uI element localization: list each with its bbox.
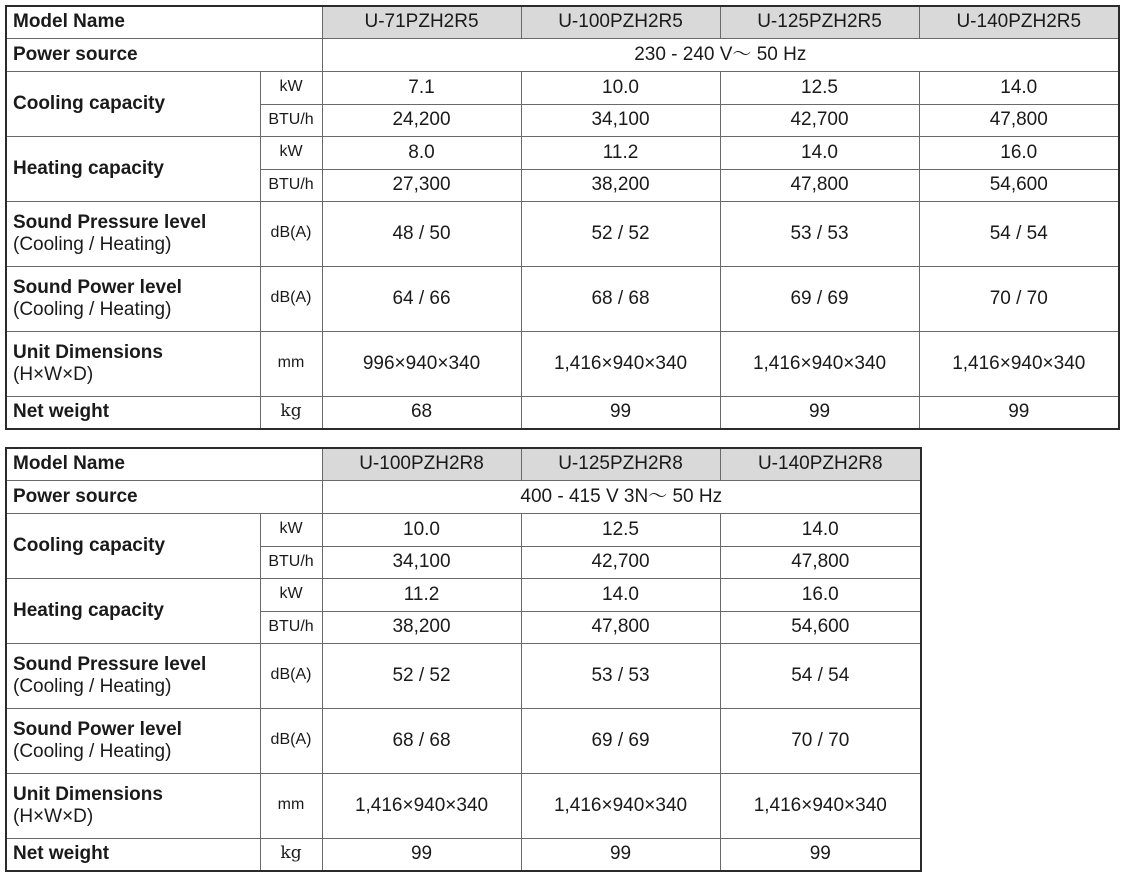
heating-btu-cell: 54,600 bbox=[919, 169, 1119, 201]
label-sound-pressure bbox=[6, 643, 260, 708]
heating-kw-cell: 14.0 bbox=[521, 578, 720, 611]
row-power-source bbox=[6, 38, 1119, 71]
unit-dba: dB(A) bbox=[260, 201, 322, 266]
unit-kg: kg bbox=[260, 838, 322, 871]
label-sound-power-sub: (Cooling / Heating) bbox=[13, 298, 172, 320]
net-weight-cell: 99 bbox=[521, 396, 720, 429]
row-net-weight bbox=[6, 838, 921, 871]
sound-pressure-cell: 48 / 50 bbox=[322, 201, 521, 266]
sound-power-cell: 69 / 69 bbox=[720, 266, 919, 331]
unit-kg: kg bbox=[260, 396, 322, 429]
model-cell: U-100PZH2R5 bbox=[521, 6, 720, 38]
model-cell: U-71PZH2R5 bbox=[322, 6, 521, 38]
cooling-btu-cell: 34,100 bbox=[322, 546, 521, 578]
model-cell: U-125PZH2R8 bbox=[521, 448, 720, 480]
label-sound-power-main: Sound Power level bbox=[13, 718, 182, 740]
cooling-kw-cell: 12.5 bbox=[521, 513, 720, 546]
label-sound-power bbox=[6, 266, 260, 331]
label-sound-pressure bbox=[6, 201, 260, 266]
label-power-source: Power source bbox=[6, 38, 322, 71]
unit-mm: mm bbox=[260, 773, 322, 838]
heating-kw-cell: 8.0 bbox=[322, 136, 521, 169]
model-cell: U-125PZH2R5 bbox=[720, 6, 919, 38]
sound-pressure-cell: 52 / 52 bbox=[322, 643, 521, 708]
label-model-name: Model Name bbox=[6, 6, 322, 38]
unit-btu: BTU/h bbox=[260, 104, 322, 136]
row-sound-power bbox=[6, 266, 1119, 331]
cooling-kw-cell: 10.0 bbox=[322, 513, 521, 546]
row-sound-power bbox=[6, 708, 921, 773]
cooling-kw-cell: 10.0 bbox=[521, 71, 720, 104]
heating-kw-cell: 16.0 bbox=[919, 136, 1119, 169]
label-model-name: Model Name bbox=[6, 448, 322, 480]
cooling-btu-cell: 34,100 bbox=[521, 104, 720, 136]
row-model-name bbox=[6, 6, 1119, 38]
sound-power-cell: 70 / 70 bbox=[919, 266, 1119, 331]
label-heating-capacity: Heating capacity bbox=[6, 136, 260, 201]
row-sound-pressure bbox=[6, 201, 1119, 266]
label-cooling-capacity: Cooling capacity bbox=[6, 71, 260, 136]
label-cooling-capacity: Cooling capacity bbox=[6, 513, 260, 578]
sound-pressure-cell: 52 / 52 bbox=[521, 201, 720, 266]
label-sound-pressure-main: Sound Pressure level bbox=[13, 211, 207, 233]
row-heating-kw bbox=[6, 578, 921, 611]
label-unit-dimensions-main: Unit Dimensions bbox=[13, 341, 163, 363]
sound-pressure-cell: 53 / 53 bbox=[720, 201, 919, 266]
label-sound-pressure-main: Sound Pressure level bbox=[13, 653, 207, 675]
row-net-weight bbox=[6, 396, 1119, 429]
unit-kw: kW bbox=[260, 71, 322, 104]
dimensions-cell: 1,416×940×340 bbox=[720, 773, 921, 838]
row-cooling-kw bbox=[6, 71, 1119, 104]
label-unit-dimensions bbox=[6, 331, 260, 396]
dimensions-cell: 1,416×940×340 bbox=[720, 331, 919, 396]
unit-btu: BTU/h bbox=[260, 611, 322, 643]
heating-btu-cell: 27,300 bbox=[322, 169, 521, 201]
label-net-weight: Net weight bbox=[6, 396, 260, 429]
model-cell: U-140PZH2R5 bbox=[919, 6, 1119, 38]
dimensions-cell: 1,416×940×340 bbox=[521, 331, 720, 396]
cooling-btu-cell: 47,800 bbox=[919, 104, 1119, 136]
row-power-source bbox=[6, 480, 921, 513]
label-sound-pressure-sub: (Cooling / Heating) bbox=[13, 233, 172, 255]
heating-btu-cell: 47,800 bbox=[720, 169, 919, 201]
label-sound-power-main: Sound Power level bbox=[13, 276, 182, 298]
label-unit-dimensions-main: Unit Dimensions bbox=[13, 783, 163, 805]
cooling-kw-cell: 12.5 bbox=[720, 71, 919, 104]
cooling-kw-cell: 7.1 bbox=[322, 71, 521, 104]
dimensions-cell: 996×940×340 bbox=[322, 331, 521, 396]
sound-power-cell: 68 / 68 bbox=[322, 708, 521, 773]
cooling-kw-cell: 14.0 bbox=[720, 513, 921, 546]
dimensions-cell: 1,416×940×340 bbox=[919, 331, 1119, 396]
heating-kw-cell: 11.2 bbox=[521, 136, 720, 169]
row-heating-kw bbox=[6, 136, 1119, 169]
dimensions-cell: 1,416×940×340 bbox=[322, 773, 521, 838]
label-net-weight: Net weight bbox=[6, 838, 260, 871]
label-heating-capacity: Heating capacity bbox=[6, 578, 260, 643]
spec-table-single-phase bbox=[5, 5, 1120, 430]
unit-btu: BTU/h bbox=[260, 169, 322, 201]
label-sound-power-sub: (Cooling / Heating) bbox=[13, 740, 172, 762]
sound-power-cell: 68 / 68 bbox=[521, 266, 720, 331]
unit-kw: kW bbox=[260, 136, 322, 169]
label-unit-dimensions-sub: (H×W×D) bbox=[13, 805, 94, 827]
row-unit-dimensions bbox=[6, 773, 921, 838]
label-unit-dimensions-sub: (H×W×D) bbox=[13, 363, 94, 385]
row-unit-dimensions bbox=[6, 331, 1119, 396]
row-cooling-kw bbox=[6, 513, 921, 546]
unit-dba: dB(A) bbox=[260, 708, 322, 773]
cooling-btu-cell: 42,700 bbox=[521, 546, 720, 578]
row-sound-pressure bbox=[6, 643, 921, 708]
net-weight-cell: 68 bbox=[322, 396, 521, 429]
cooling-btu-cell: 47,800 bbox=[720, 546, 921, 578]
unit-kw: kW bbox=[260, 578, 322, 611]
heating-btu-cell: 38,200 bbox=[521, 169, 720, 201]
sound-pressure-cell: 53 / 53 bbox=[521, 643, 720, 708]
unit-dba: dB(A) bbox=[260, 643, 322, 708]
dimensions-cell: 1,416×940×340 bbox=[521, 773, 720, 838]
cooling-kw-cell: 14.0 bbox=[919, 71, 1119, 104]
power-source-value: 400 - 415 V 3N〜 50 Hz bbox=[322, 480, 921, 513]
net-weight-cell: 99 bbox=[720, 396, 919, 429]
net-weight-cell: 99 bbox=[521, 838, 720, 871]
net-weight-cell: 99 bbox=[720, 838, 921, 871]
unit-dba: dB(A) bbox=[260, 266, 322, 331]
heating-btu-cell: 54,600 bbox=[720, 611, 921, 643]
heating-kw-cell: 16.0 bbox=[720, 578, 921, 611]
sound-power-cell: 69 / 69 bbox=[521, 708, 720, 773]
spec-table-three-phase bbox=[5, 447, 922, 872]
model-cell: U-140PZH2R8 bbox=[720, 448, 921, 480]
unit-btu: BTU/h bbox=[260, 546, 322, 578]
sound-power-cell: 64 / 66 bbox=[322, 266, 521, 331]
net-weight-cell: 99 bbox=[919, 396, 1119, 429]
sound-pressure-cell: 54 / 54 bbox=[919, 201, 1119, 266]
label-sound-power bbox=[6, 708, 260, 773]
label-sound-pressure-sub: (Cooling / Heating) bbox=[13, 675, 172, 697]
cooling-btu-cell: 42,700 bbox=[720, 104, 919, 136]
heating-kw-cell: 11.2 bbox=[322, 578, 521, 611]
model-cell: U-100PZH2R8 bbox=[322, 448, 521, 480]
sound-pressure-cell: 54 / 54 bbox=[720, 643, 921, 708]
heating-btu-cell: 38,200 bbox=[322, 611, 521, 643]
heating-kw-cell: 14.0 bbox=[720, 136, 919, 169]
label-power-source: Power source bbox=[6, 480, 322, 513]
label-unit-dimensions bbox=[6, 773, 260, 838]
cooling-btu-cell: 24,200 bbox=[322, 104, 521, 136]
unit-kw: kW bbox=[260, 513, 322, 546]
net-weight-cell: 99 bbox=[322, 838, 521, 871]
unit-mm: mm bbox=[260, 331, 322, 396]
heating-btu-cell: 47,800 bbox=[521, 611, 720, 643]
row-model-name bbox=[6, 448, 921, 480]
power-source-value: 230 - 240 V〜 50 Hz bbox=[322, 38, 1119, 71]
sound-power-cell: 70 / 70 bbox=[720, 708, 921, 773]
